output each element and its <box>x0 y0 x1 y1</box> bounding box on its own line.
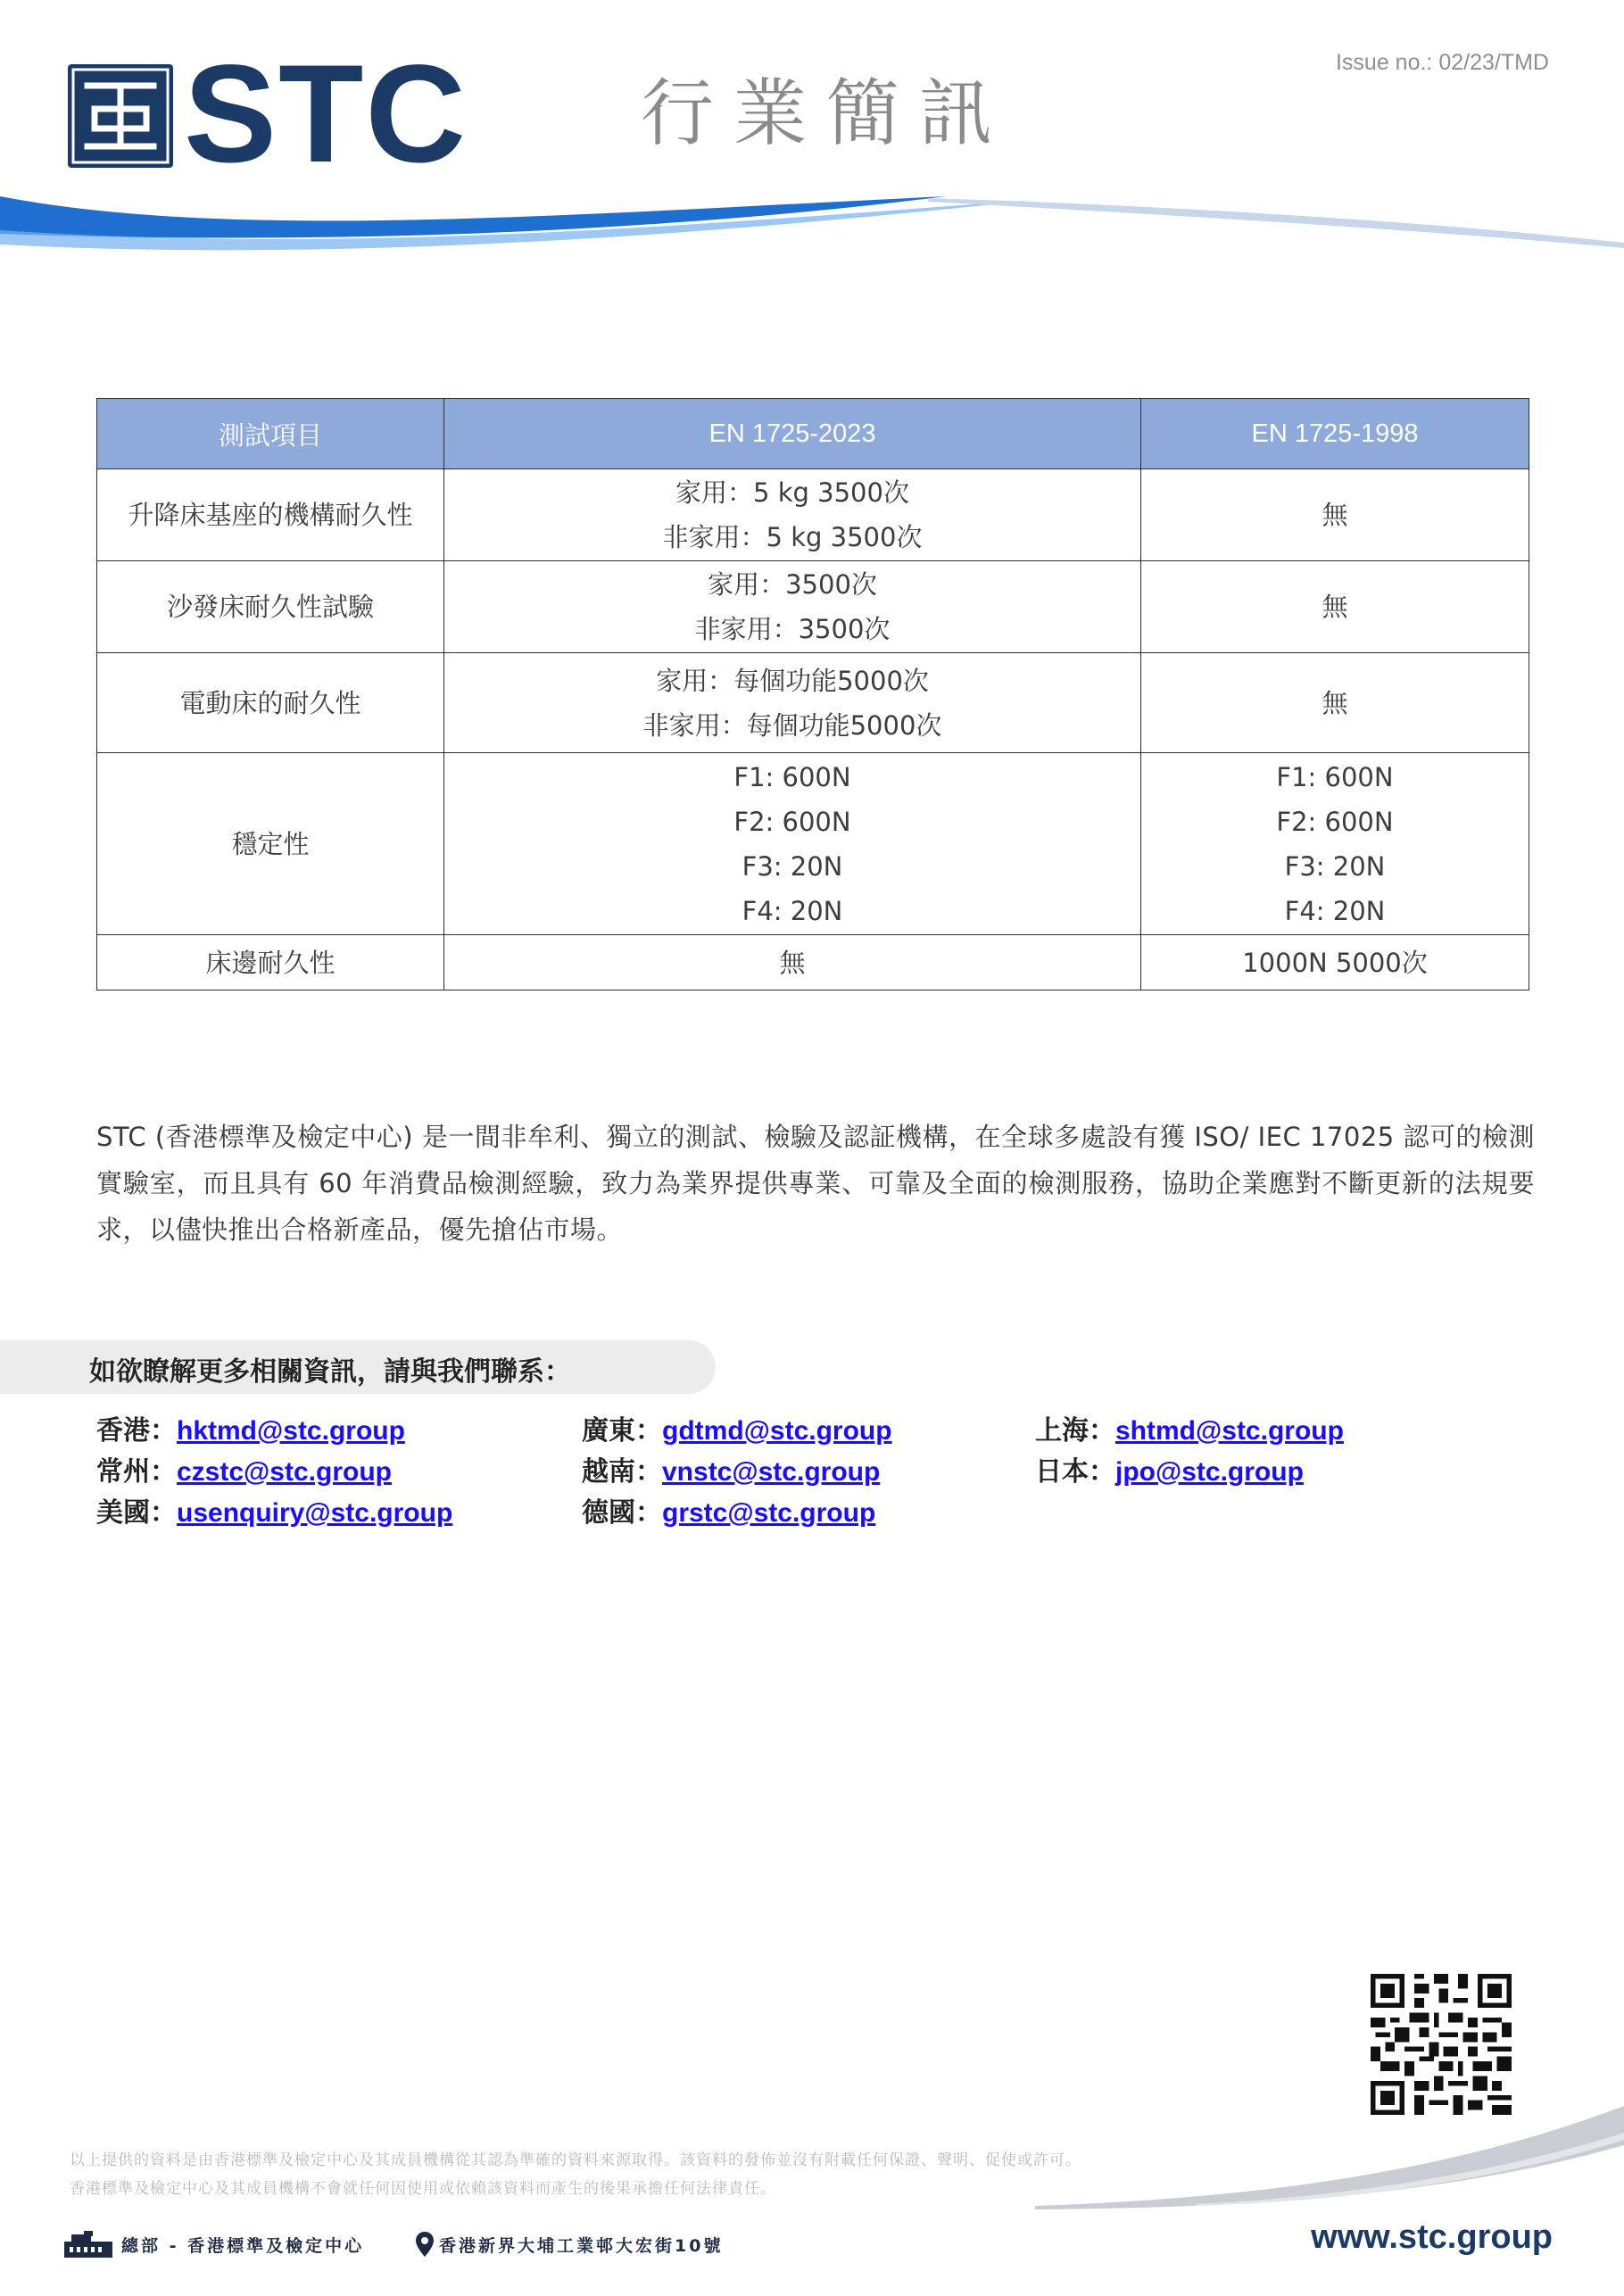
en2023-cell <box>444 653 1141 753</box>
en2023-cell <box>444 561 1141 653</box>
table-row <box>97 653 1529 753</box>
contact-changzhou <box>96 1449 392 1488</box>
en2023-value: 非家用：5 kg 3500次 <box>662 522 923 552</box>
table-row <box>97 469 1529 561</box>
contact-vietnam <box>582 1449 880 1488</box>
en1998-value: 無 <box>1322 500 1348 530</box>
contact-guangdong <box>582 1408 892 1447</box>
contact-shanghai <box>1035 1408 1344 1447</box>
contact-region: 廣東： <box>582 1416 662 1446</box>
en2023-value: 無 <box>779 947 806 978</box>
email-link[interactable]: czstc@stc.group <box>177 1457 392 1487</box>
stc-logo <box>68 37 468 192</box>
en2023-value: 家用：每個功能5000次 <box>656 665 929 696</box>
en1998-value: F3: 20N <box>1284 850 1386 882</box>
table-row <box>97 935 1529 991</box>
contact-title: 如欲瞭解更多相關資訊，請與我們聯系： <box>89 1356 571 1388</box>
location-pin-icon <box>416 2232 434 2257</box>
standards-comparison-table <box>96 398 1529 991</box>
footer-swoosh-decoration <box>1035 2088 1624 2231</box>
test-item-cell: 床邊耐久性 <box>97 935 444 991</box>
footer-address-text: 香港新界大埔工業邨大宏街10號 <box>439 2235 724 2256</box>
test-item-cell: 穩定性 <box>97 753 444 935</box>
issue-number: Issue no.: 02/23/TMD <box>1335 50 1549 75</box>
en2023-value: 非家用：3500次 <box>694 614 891 644</box>
contact-japan <box>1035 1449 1304 1488</box>
header-test-item: 測試項目 <box>97 399 444 469</box>
contact-region: 越南： <box>582 1457 662 1487</box>
en2023-cell <box>444 935 1141 991</box>
en1998-value: F4: 20N <box>1284 895 1386 926</box>
header-en1725-1998: EN 1725-1998 <box>1141 399 1529 469</box>
en2023-cell <box>444 753 1141 935</box>
masthead-title: 行業簡訊 <box>641 71 1013 156</box>
en1998-value: F2: 600N <box>1276 806 1394 837</box>
email-link[interactable]: hktmd@stc.group <box>177 1416 405 1446</box>
contact-usa <box>96 1490 452 1529</box>
en2023-value: 家用：3500次 <box>708 569 877 600</box>
en1998-cell <box>1141 653 1529 753</box>
table-row <box>97 561 1529 653</box>
en2023-value: F2: 600N <box>733 806 851 837</box>
contact-region: 上海： <box>1035 1416 1115 1446</box>
stc-logo-mark-icon <box>68 64 173 168</box>
table-header-row <box>97 399 1529 469</box>
footer-office-text: 總部 - 香港標準及檢定中心 <box>121 2235 365 2256</box>
en1998-value: F1: 600N <box>1276 761 1394 792</box>
stc-logo-text: STC <box>184 37 468 192</box>
footer-address <box>416 2229 723 2259</box>
email-link[interactable]: gdtmd@stc.group <box>662 1416 892 1446</box>
email-link[interactable]: usenquiry@stc.group <box>177 1498 453 1528</box>
en2023-cell <box>444 469 1141 561</box>
email-link[interactable]: jpo@stc.group <box>1115 1457 1304 1487</box>
en1998-value: 1000N 5000次 <box>1242 947 1428 978</box>
en1998-value: 無 <box>1322 592 1348 622</box>
disclaimer-line-2: 香港標準及檢定中心及其成員機構不會就任何因使用或依賴該資料而產生的後果承擔任何法律責任。 <box>70 2180 776 2198</box>
footer-headquarters <box>64 2229 364 2259</box>
en1998-value: 無 <box>1322 687 1348 718</box>
about-stc-paragraph: STC (香港標準及檢定中心) 是一間非牟利、獨立的測試、檢驗及認証機構，在全球多處設有獲 ISO/ IEC 17025 認可的檢測實驗室，而且具有 60 年消費品檢測經驗，致力為業界提供專業、可靠及全面的檢測服務，協助企業應對不斷更新的法規要求，以儘快推出合格新產品，優先搶佔市場。 <box>96 1122 1535 1245</box>
table-row <box>97 753 1529 935</box>
contact-region: 香港： <box>96 1416 177 1446</box>
test-item-cell: 升降床基座的機構耐久性 <box>97 469 444 561</box>
email-link[interactable]: shtmd@stc.group <box>1115 1416 1344 1446</box>
contact-region: 美國： <box>96 1498 177 1528</box>
en2023-value: F1: 600N <box>733 761 851 792</box>
contact-region: 常州： <box>96 1457 177 1487</box>
contact-germany <box>582 1490 875 1529</box>
building-icon <box>64 2231 112 2258</box>
en2023-value: 家用：5 kg 3500次 <box>675 477 909 508</box>
website-link[interactable]: www.stc.group <box>1311 2218 1553 2256</box>
disclaimer-line-1: 以上提供的資料是由香港標準及檢定中心及其成員機構從其認為準確的資料來源取得。該資料的發佈並沒有附載任何保證、聲明、促使或許可。 <box>70 2151 1081 2169</box>
en1998-cell <box>1141 753 1529 935</box>
en1998-cell <box>1141 935 1529 991</box>
email-link[interactable]: vnstc@stc.group <box>662 1457 881 1487</box>
contact-region: 德國： <box>582 1498 662 1528</box>
en2023-value: F4: 20N <box>742 895 843 926</box>
contact-region: 日本： <box>1035 1457 1115 1487</box>
test-item-cell: 電動床的耐久性 <box>97 653 444 753</box>
header-swoosh-decoration <box>0 178 1624 268</box>
en2023-value: F3: 20N <box>742 850 843 882</box>
header-en1725-2023: EN 1725-2023 <box>444 399 1141 469</box>
en1998-cell <box>1141 561 1529 653</box>
en1998-cell <box>1141 469 1529 561</box>
email-link[interactable]: grstc@stc.group <box>662 1498 876 1528</box>
en2023-value: 非家用：每個功能5000次 <box>642 709 942 741</box>
test-item-cell: 沙發床耐久性試驗 <box>97 561 444 653</box>
contact-hong-kong <box>96 1408 405 1447</box>
